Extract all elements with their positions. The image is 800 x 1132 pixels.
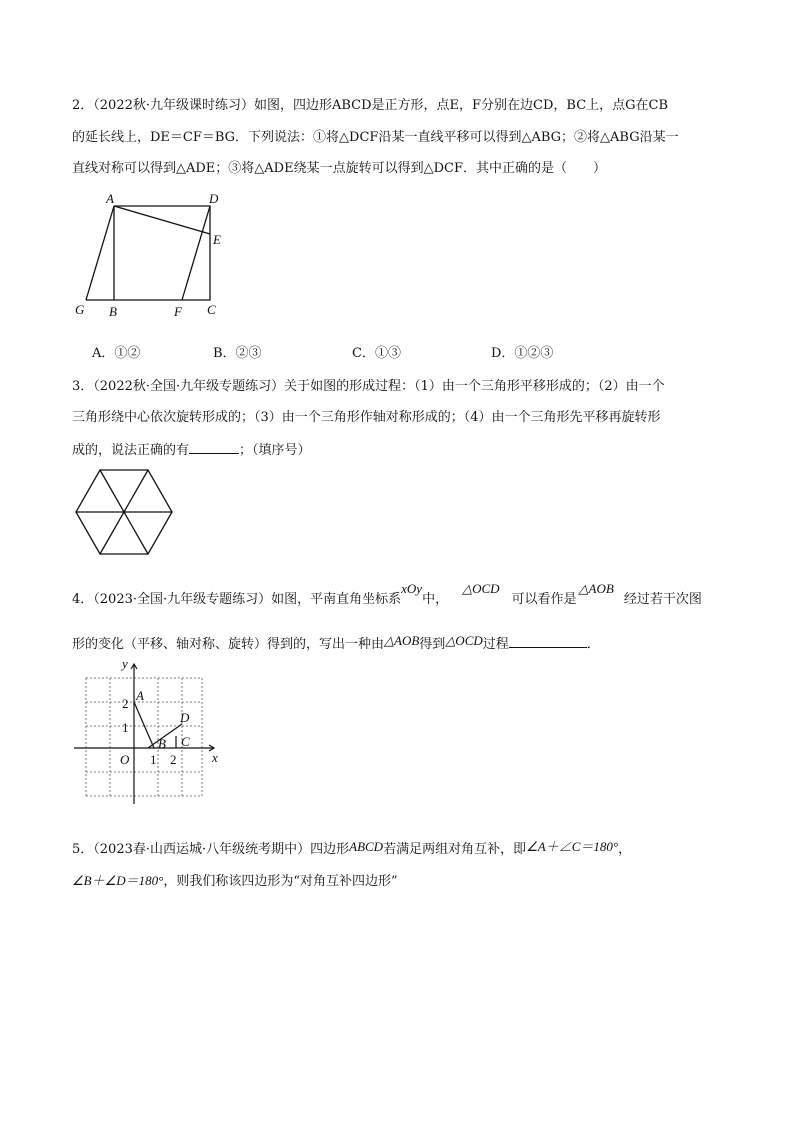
q2-label-b: B bbox=[109, 304, 117, 319]
q4-answer-blank[interactable] bbox=[509, 634, 587, 648]
q3-stem-line1: 3．（2022秋·全国·九年级专题练习）关于如图的形成过程：（1）由一个三角形平移形成的；（2）由一个 bbox=[72, 379, 665, 394]
q5-stem-line1 bbox=[72, 840, 631, 859]
q4-tick-x2: 2 bbox=[170, 752, 177, 767]
q3-hexagon-figure bbox=[71, 466, 181, 556]
q4-stem-part1: 4．（2023·全国·九年级专题练习）如图，平南直角坐标系 bbox=[72, 592, 402, 607]
q4-stem-line2-c: 过程 bbox=[482, 637, 509, 652]
q2-square-figure bbox=[72, 190, 252, 320]
q4-point-c: C bbox=[181, 734, 190, 749]
q4-aob-2: △AOB bbox=[384, 633, 420, 648]
q2-label-c: C bbox=[207, 302, 216, 317]
q4-stem-line1 bbox=[72, 581, 702, 609]
q2-stem-line1: 2．（2022秋·九年级课时练习）如图，四边形ABCD是正方形，点E，F分别在边CD，BC上，点G在CB bbox=[72, 98, 669, 113]
q4-tick-y2: 2 bbox=[122, 696, 129, 711]
q4-axis-x-label: x bbox=[212, 750, 218, 765]
q2-option-b[interactable]: B．②③ bbox=[213, 346, 262, 361]
q4-tick-y1: 1 bbox=[122, 720, 129, 735]
q3-stem-line3-tail: ；（填序号） bbox=[239, 443, 311, 458]
q3-answer-blank[interactable] bbox=[189, 440, 239, 454]
q3-stem-line3 bbox=[72, 440, 311, 460]
q2-option-a[interactable]: A．①② bbox=[92, 346, 141, 361]
q3-stem-line2: 三角形绕中心依次旋转形成的；（3）由一个三角形作轴对称形成的；（4）由一个三角形先平移再旋转形 bbox=[72, 410, 661, 425]
q5-stem-line1-b: 若满足两组对角互补，即 bbox=[383, 842, 527, 857]
q4-stem-part4: 经过若干次图 bbox=[623, 592, 702, 607]
q4-aob: △AOB bbox=[578, 581, 614, 596]
q4-stem-line2 bbox=[72, 634, 600, 654]
q4-stem-line2-b: 得到 bbox=[419, 637, 446, 652]
q5-stem-line1-a: 5．（2023春·山西运城·八年级统考期中）四边形 bbox=[72, 842, 350, 857]
q4-ocd-2: △OCD bbox=[445, 633, 483, 648]
q4-xoy: xOy bbox=[401, 581, 423, 596]
q4-stem-part3: 可以看作是 bbox=[511, 592, 577, 607]
q5-abcd: ABCD bbox=[349, 839, 384, 854]
q2-label-f: F bbox=[174, 304, 182, 319]
q4-stem-part2: 中， bbox=[422, 592, 449, 607]
q2-label-a: A bbox=[106, 191, 114, 206]
q5-stem-line2-text: ，则我们称该四边形为“对角互补四边形” bbox=[163, 874, 398, 889]
q4-origin-label: O bbox=[120, 752, 130, 767]
q4-stem-line2-a: 形的变化（平移、轴对称、旋转）得到的，写出一种由 bbox=[72, 637, 385, 652]
q2-label-d: D bbox=[209, 191, 219, 206]
q4-point-d: D bbox=[180, 710, 190, 725]
q2-label-e: E bbox=[213, 232, 221, 247]
q2-label-g: G bbox=[75, 302, 85, 317]
q2-stem-line2: 的延长线上，DE＝CF＝BG．下列说法：①将△DCF沿某一直线平移可以得到△ABG；②将△ABG沿某一 bbox=[72, 130, 679, 145]
q4-axis-y-label: y bbox=[122, 656, 128, 671]
q2-option-c[interactable]: C．①③ bbox=[352, 346, 401, 361]
q3-stem-line3-text: 成的，说法正确的有 bbox=[72, 443, 190, 458]
q2-stem-line3: 直线对称可以得到△ADE；③将△ADE绕某一点旋转可以得到△DCF．其中正确的是（ ） bbox=[72, 161, 606, 176]
q4-point-b: B bbox=[158, 736, 166, 751]
q2-option-d[interactable]: D．①②③ bbox=[491, 346, 554, 361]
q4-coordinate-grid bbox=[72, 656, 232, 806]
q4-point-a: A bbox=[136, 688, 144, 703]
q4-stem-line2-end: ． bbox=[586, 637, 600, 652]
q5-stem-line2 bbox=[72, 872, 398, 891]
q5-equation-bd: ∠B＋∠D＝180° bbox=[72, 873, 164, 888]
q4-ocd: △OCD bbox=[462, 581, 500, 596]
q5-stem-line1-c: ， bbox=[618, 842, 632, 857]
q4-tick-x1: 1 bbox=[150, 752, 157, 767]
q5-equation-ac: ∠A＋∠C＝180° bbox=[526, 839, 619, 854]
